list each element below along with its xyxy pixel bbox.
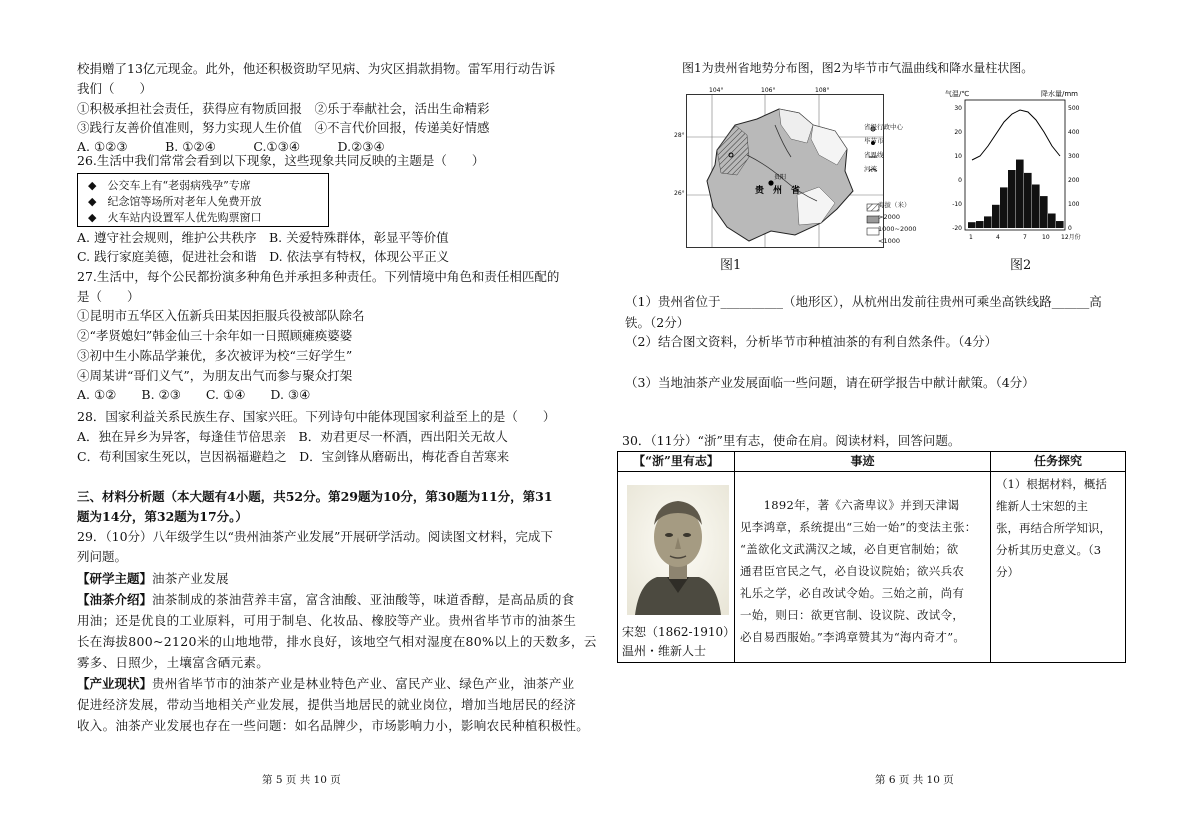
capital-point	[768, 180, 773, 185]
precip-bar	[1048, 214, 1056, 229]
temp-tick-label: 0	[958, 177, 962, 184]
intro-line: 长在海拔800~2120米的山地地带，排水良好，该地空气相对湿度在80%以上的天数多，云	[77, 634, 597, 649]
task-line: 分）	[996, 565, 1019, 579]
intro-line: 用油；还是优良的工业原料，可用于制皂、化妆品、橡胶等产业。贵州省毕节市的油茶生	[77, 613, 577, 628]
status-paragraph	[77, 675, 574, 693]
section-3-heading: 题为14分，第32题为17分。）	[77, 509, 248, 524]
deeds-line: 通君臣官民之气，必自设议院始；欲兴兵农	[740, 564, 965, 578]
deeds-line: 一始，则曰：欲更官制、设议院、改试令，	[740, 608, 965, 622]
lon-label: 108°	[815, 87, 830, 94]
q29-sub1: （1）贵州省位于__________（地形区），从杭州出发前往贵州可乘坐高铁线路______高	[625, 294, 1102, 309]
legend-item: 省界线	[864, 151, 884, 159]
q25-text-line: 我们（ ）	[77, 81, 153, 96]
temp-tick-label: -20	[952, 225, 962, 232]
q29-intro: 列问题。	[77, 549, 128, 564]
precip-bar	[976, 221, 984, 228]
altitude-title: 海拔（米）	[878, 201, 911, 209]
lon-label: 104°	[709, 87, 724, 94]
precip-axis-title: 降水量/mm	[1041, 90, 1078, 98]
status-line: 收入。油茶产业发展也存在一些问题：如名品牌少，市场影响力小，影响农民种植积极性。	[77, 718, 590, 733]
precip-tick-label: 200	[1068, 177, 1080, 184]
q26-box-item: ◆ 公交车上有“老弱病残孕”专席	[88, 179, 251, 192]
lat-label: 28°	[674, 132, 685, 139]
person-name: 宋恕（1862-1910）	[622, 625, 736, 639]
q27-line: ④周某讲“哥们义气”，为朋友出气而参与聚众打架	[77, 368, 353, 383]
q25-option-line: ①积极承担社会责任，获得应有物质回报 ②乐于奉献社会，活出生命精彩	[77, 101, 490, 116]
temp-tick-label: 10	[954, 153, 962, 160]
intro-label: 【油茶介绍】	[77, 592, 153, 607]
q27-answer-choices: A. ①② B. ②③ C. ①④ D. ③④	[77, 387, 311, 402]
precip-bar	[1032, 185, 1040, 229]
precip-bar	[1040, 196, 1048, 228]
q28-line: 28．国家利益关系民族生存、国家兴旺。下列诗句中能体现国家利益至上的是（ ）	[77, 409, 556, 424]
task-line: 维新人士宋恕的主	[996, 499, 1088, 513]
q26-options: A. 遵守社会规则，维护公共秩序 B. 关爱特殊群体，彰显平等价值	[77, 230, 449, 245]
q28-line: C．苟利国家生死以，岂因祸福避趋之 D．宝剑锋从磨砺出，梅花香自苦寒来	[77, 449, 510, 464]
legend-item: 毕节市	[864, 137, 884, 145]
precip-bar	[1056, 221, 1064, 228]
deeds-text	[740, 494, 977, 648]
deeds-line: “盖欲化文武满汉之域，必自更官制始；欲	[740, 542, 959, 556]
task-line: 张，再结合所学知识，	[996, 521, 1111, 535]
temp-axis-title: 气温/℃	[945, 90, 970, 98]
research-topic-value: 油茶产业发展	[152, 571, 229, 586]
lon-label: 106°	[761, 87, 776, 94]
person-title: 温州・维新人士	[622, 644, 707, 658]
deeds-line: 必自易西服始。”李鸿章赞其为“海内奇才”。	[740, 630, 966, 644]
q25-text-line: 校捐赠了13亿元现金。此外，他还积极资助罕见病、为灾区捐款捐物。雷军用行动告诉	[77, 61, 556, 76]
precip-bar	[992, 205, 1000, 228]
lat-label: 26°	[674, 190, 685, 197]
task-line: （1）根据材料，概括	[996, 477, 1107, 491]
precip-bar	[1000, 187, 1008, 228]
status-line: 贵州省毕节市的油茶产业是林业特色产业、富民产业、绿色产业，油茶产业	[152, 676, 575, 691]
month-tick-label: 4	[996, 234, 1000, 241]
month-tick-label: 12月份	[1061, 234, 1081, 241]
guizhou-terrain-map	[686, 87, 884, 248]
q25-option-line: ③践行友善价值准则，努力实现人生价值 ④不言代价回报，传递美好情感	[77, 120, 490, 135]
capital-label: 贵阳	[774, 174, 787, 181]
q26-options: C. 践行家庭美德，促进社会和谐 D. 依法享有特权，体现公平正义	[77, 249, 450, 264]
precip-tick-label: 0	[1068, 225, 1072, 232]
bijie-climate-chart	[935, 90, 1083, 250]
deeds-line: 1892年，著《六斋卑议》并到天津谒	[740, 498, 960, 512]
precip-tick-label: 500	[1068, 105, 1080, 112]
figure-caption: 图1为贵州省地势分布图，图2为毕节市气温曲线和降水量柱状图。	[682, 61, 1034, 75]
precip-tick-label: 400	[1068, 129, 1080, 136]
research-topic	[77, 570, 229, 588]
q27-line: ②“孝贤媳妇”韩金仙三十余年如一日照顾瘫痪婆婆	[77, 328, 353, 343]
altitude-level: <1000	[878, 237, 900, 245]
intro-paragraph	[77, 591, 574, 609]
deeds-line: 礼乐之学，必自改试令始。三始之前，尚有	[740, 586, 965, 600]
map-legend	[864, 120, 903, 176]
status-label: 【产业现状】	[77, 676, 153, 691]
task-text	[996, 473, 1111, 583]
altitude-level: >2000	[878, 213, 900, 221]
table-header: 【“浙”里有志】	[618, 452, 734, 472]
q30-stem: 30．（11分）“浙”里有志，使命在肩。阅读材料，回答问题。	[622, 433, 961, 448]
q29-sub1-cont: 铁。（2分）	[625, 315, 690, 330]
month-tick-label: 10	[1042, 234, 1050, 241]
fig2-label: 图2	[1010, 258, 1032, 273]
legend-item: 省级行政中心	[864, 123, 903, 131]
temp-tick-label: 30	[954, 105, 962, 112]
status-line: 促进经济发展，带动当地相关产业发展，提供当地居民的就业岗位，增加当地居民的经济	[77, 697, 577, 712]
temp-tick-label: 20	[954, 129, 962, 136]
q27-line: 是（ ）	[77, 289, 140, 304]
person-caption	[622, 623, 735, 661]
page-footer: 第 6 页 共 10 页	[875, 774, 954, 786]
table-header: 任务探究	[991, 452, 1125, 472]
q27-line: ③初中生小陈品学兼优，多次被评为校“三好学生”	[77, 348, 353, 363]
fig1-label: 图1	[720, 258, 742, 273]
precip-bar	[1008, 170, 1016, 228]
table-divider	[990, 452, 991, 662]
q28-line: A．独在异乡为异客，每逢佳节倍思亲 B．劝君更尽一杯酒，西出阳关无故人	[77, 429, 508, 444]
month-tick-label: 1	[969, 234, 973, 241]
research-topic-label: 【研学主题】	[77, 571, 153, 586]
province-label: 贵 州 省	[755, 186, 801, 196]
precip-bar	[1024, 173, 1032, 228]
q26-box-item: ◆ 纪念馆等场所对老年人免费开放	[88, 195, 262, 208]
page-footer: 第 5 页 共 10 页	[262, 774, 341, 786]
q27-line: 27.生活中，每个公民都扮演多种角色并承担多种责任。下列情境中角色和责任相匹配的	[77, 269, 560, 284]
temp-tick-label: -10	[952, 201, 962, 208]
intro-line: 雾多、日照少，土壤富含硒元素。	[77, 655, 270, 670]
precip-bar	[1016, 160, 1024, 228]
month-tick-label: 7	[1023, 234, 1027, 241]
task-line: 分析其历史意义。（3	[996, 543, 1102, 557]
q25-answer-choices: A. ①②③ B. ①②④ C.①③④ D.②③④	[77, 139, 385, 154]
q26-box-item: ◆ 火车站内设置军人优先购票窗口	[88, 211, 262, 224]
precip-tick-label: 100	[1068, 201, 1080, 208]
q29-sub2: （2）结合图文资料，分析毕节市种植油茶的有利自然条件。（4分）	[625, 334, 998, 349]
temperature-curve	[972, 110, 1060, 160]
section-3-heading: 三、材料分析题（本大题有4小题，共52分。第29题为10分，第30题为11分，第31	[77, 489, 553, 504]
q27-line: ①昆明市五华区入伍新兵田某因拒服兵役被部队除名	[77, 308, 365, 323]
table-header: 事迹	[735, 452, 990, 472]
q26-phenomena-box	[77, 173, 329, 227]
altitude-legend	[878, 199, 917, 247]
legend-item: 河流	[864, 165, 877, 173]
q29-intro: 29．（10分）八年级学生以“贵州油茶产业发展”开展研学活动。阅读图文材料，完成下	[77, 529, 553, 544]
precip-tick-label: 300	[1068, 153, 1080, 160]
precip-bar	[968, 222, 976, 228]
q29-sub3: （3）当地油茶产业发展面临一些问题，请在研学报告中献计献策。（4分）	[625, 375, 1035, 390]
song-shu-portrait	[627, 485, 729, 615]
q26-stem: 26.生活中我们常常会看到以下现象，这些现象共同反映的主题是（ ）	[77, 153, 485, 168]
altitude-level: 1000~2000	[878, 225, 917, 233]
intro-line: 油茶制成的茶油营养丰富，富含油酸、亚油酸等，味道香醇，是高品质的食	[152, 592, 575, 607]
deeds-line: 见李鸿章，系统提出“三始一始”的变法主张：	[740, 520, 977, 534]
precip-bar	[984, 216, 992, 228]
